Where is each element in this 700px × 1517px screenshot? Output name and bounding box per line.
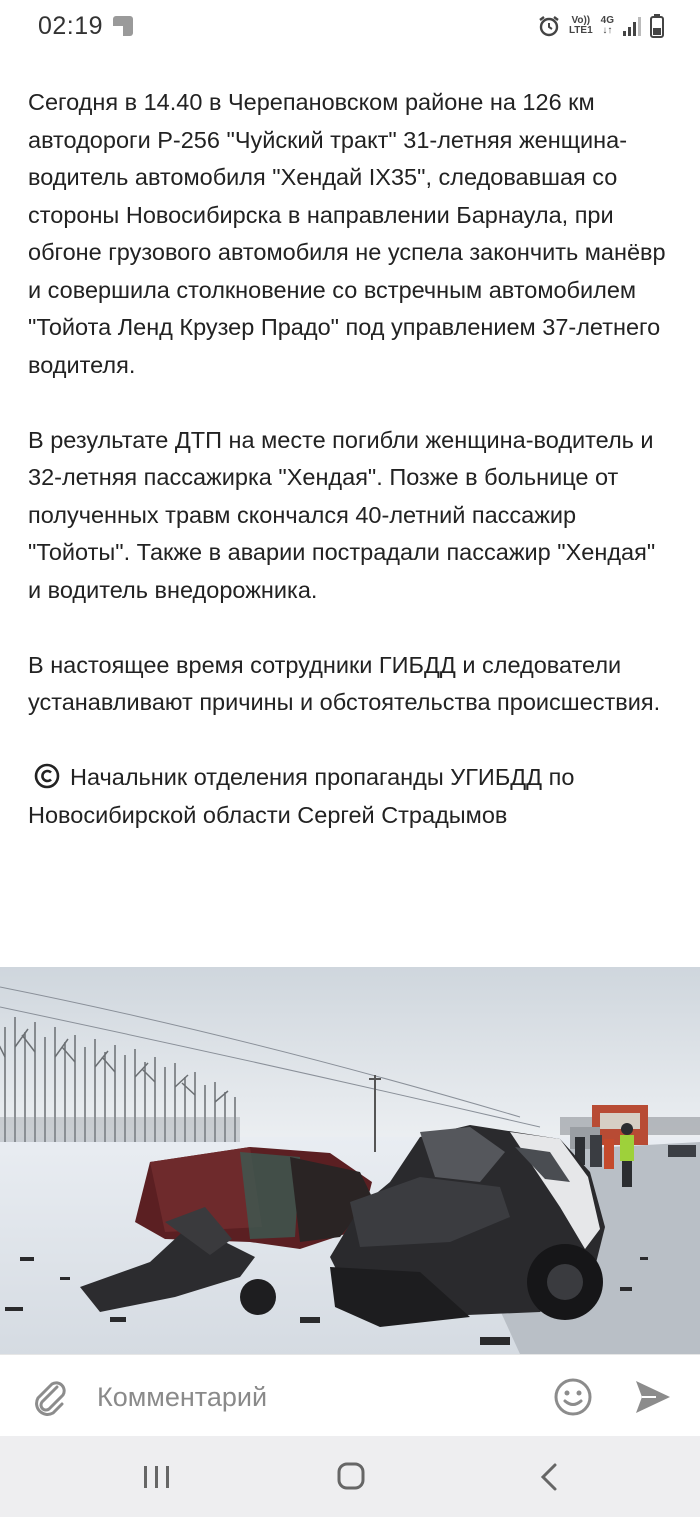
recents-icon[interactable] — [142, 1464, 172, 1490]
network-label: 4G — [600, 15, 614, 26]
network-indicator — [601, 16, 614, 36]
article-paragraph-3: В настоящее время сотрудники ГИБДД и следователи устанавливают причины и обстоятельства происшествия. — [28, 651, 661, 715]
status-icons — [537, 12, 664, 40]
credit-text: Начальник отделения пропаганды УГИБДД по Новосибирской области Сергей Страдымов — [28, 764, 575, 828]
article-paragraph-1: Сегодня в 14.40 в Черепановском районе на 126 км автодороги Р-256 "Чуйский тракт" 31-летняя женщина-водитель автомобиля "Хендай IX35", следовавшая со стороны Новосибирска в направлении Барнаула, при обгоне грузового автомобиля не успела закончить манёвр и совершила столкновение со встречным автомобилем "Тойота Ленд Крузер Прадо" под управлением 37-летнего водителя. — [28, 89, 666, 378]
article-credit — [28, 759, 668, 834]
voip-label: Vo)) — [571, 15, 591, 26]
battery-icon — [650, 14, 664, 38]
comment-bar — [0, 1354, 700, 1437]
back-icon[interactable] — [538, 1462, 560, 1492]
voip-lte-indicator — [569, 16, 593, 36]
data-arrows-icon: ↓↑ — [602, 25, 613, 36]
signal-icon — [622, 15, 642, 37]
system-nav-bar — [0, 1436, 700, 1517]
comment-input[interactable] — [97, 1377, 527, 1417]
article-body — [28, 84, 668, 872]
emoji-icon[interactable] — [553, 1377, 593, 1417]
home-icon[interactable] — [336, 1461, 366, 1491]
notification-icon — [112, 15, 134, 37]
alarm-icon — [537, 14, 561, 38]
accident-photo-image — [0, 967, 700, 1354]
paperclip-icon[interactable] — [30, 1377, 68, 1417]
copyright-icon — [34, 763, 60, 789]
article-paragraph-2: В результате ДТП на месте погибли женщина-водитель и 32-летняя пассажирка "Хендая". Позже в больнице от полученных травм скончался 40-летний пассажир "Тойоты". Также в аварии пострадали пассажир "Хендая" и водитель внедорожника. — [28, 426, 656, 603]
status-time: 02:19 — [38, 12, 104, 40]
status-bar — [0, 0, 700, 52]
accident-photo[interactable] — [0, 967, 700, 1354]
lte-label: LTE1 — [568, 25, 593, 36]
send-icon[interactable] — [634, 1379, 672, 1415]
